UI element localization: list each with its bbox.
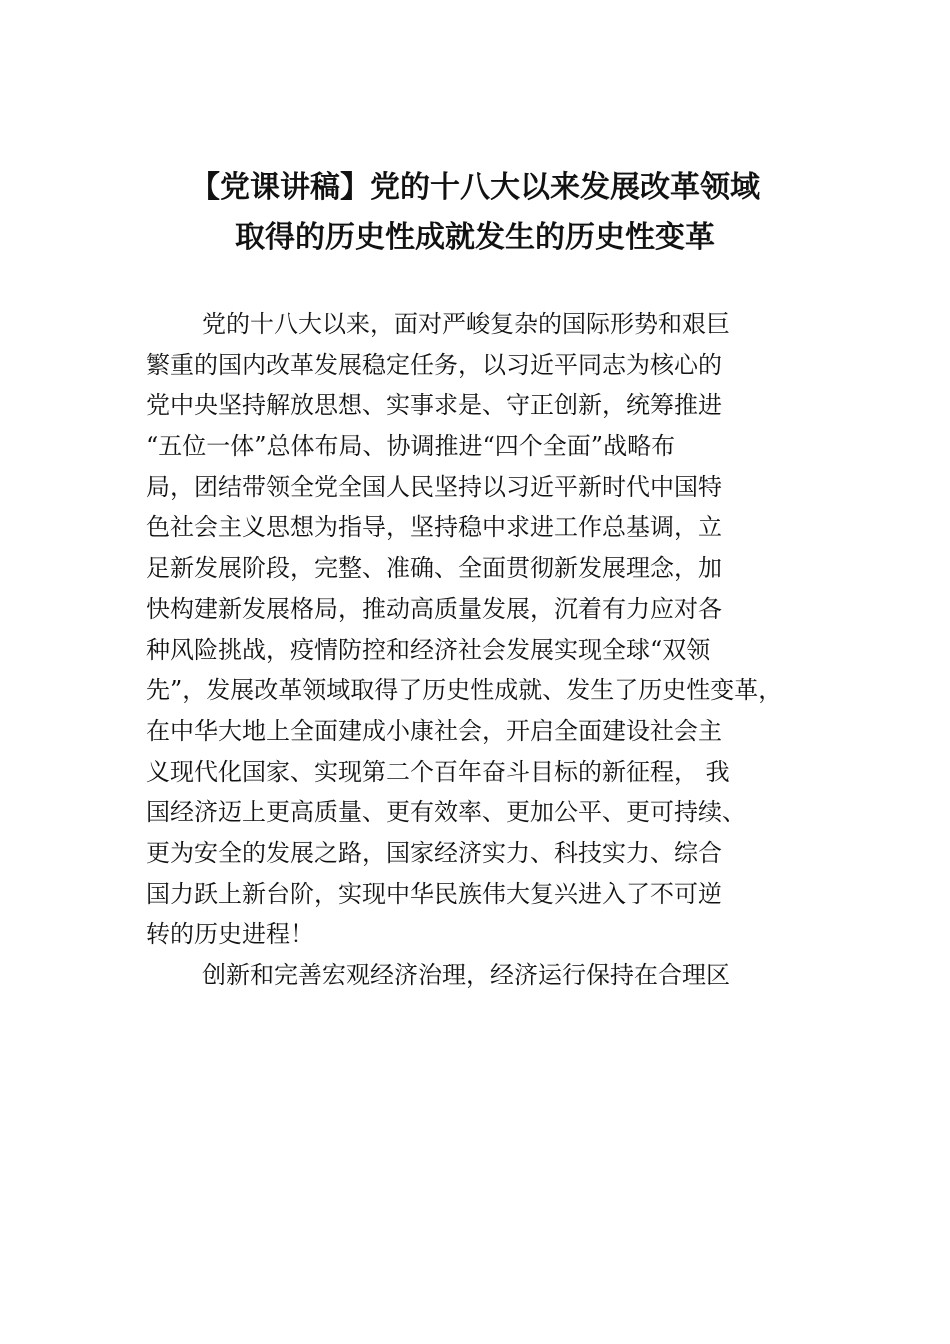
text-line: 创新和完善宏观经济治理，经济运行保持在合理区: [202, 961, 730, 989]
title-line: 【党课讲稿】党的十八大以来发展改革领域: [190, 170, 760, 205]
text-line: 党的十八大以来，面对严峻复杂的国际形势和艰巨: [202, 310, 730, 338]
paragraph-1: [146, 304, 836, 955]
text-line: 转的历史进程！: [146, 920, 314, 949]
text-line: 先”，发展改革领域取得了历史性成就、发生了历史性变革，: [146, 676, 783, 705]
text-line: 局，团结带领全党全国人民坚持以习近平新时代中国特: [146, 472, 722, 501]
document-body: [146, 304, 836, 996]
text-line: 国经济迈上更高质量、更有效率、更加公平、更可持续、: [146, 798, 746, 827]
text-line: 国力跃上新台阶，实现中华民族伟大复兴进入了不可逆: [146, 879, 722, 908]
title-line: 取得的历史性成就发生的历史性变革: [235, 220, 715, 255]
text-line: 繁重的国内改革发展稳定任务，以习近平同志为核心的: [146, 350, 722, 379]
paragraph-2: [146, 955, 836, 996]
text-line: “五位一体”总体布局、协调推进“四个全面”战略布: [146, 432, 676, 461]
text-line: 快构建新发展格局，推动高质量发展，沉着有力应对各: [146, 594, 722, 623]
text-line: 在中华大地上全面建成小康社会，开启全面建设社会主: [146, 716, 722, 745]
text-line: 足新发展阶段，完整、准确、全面贯彻新发展理念，加: [146, 554, 722, 583]
text-line: 更为安全的发展之路，国家经济实力、科技实力、综合: [146, 838, 722, 867]
text-line: 色社会主义思想为指导，坚持稳中求进工作总基调，立: [146, 513, 722, 542]
text-line: 义现代化国家、实现第二个百年奋斗目标的新征程， 我: [146, 757, 730, 786]
text-line: 种风险挑战，疫情防控和经济社会发展实现全球“双领: [146, 635, 711, 664]
document-title: [120, 163, 830, 263]
text-line: 党中央坚持解放思想、实事求是、守正创新，统筹推进: [146, 391, 722, 420]
